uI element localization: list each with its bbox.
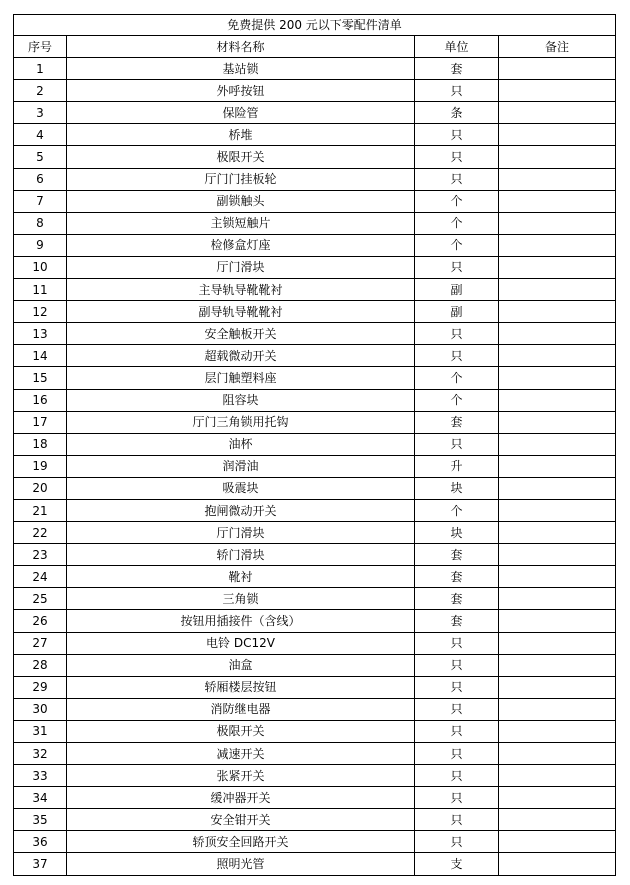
cell-unit: 套 (415, 544, 499, 566)
cell-note (499, 102, 616, 124)
cell-name: 副导轨导靴靴衬 (67, 301, 415, 323)
cell-no: 16 (14, 389, 67, 411)
cell-name: 吸震块 (67, 477, 415, 499)
cell-note (499, 632, 616, 654)
cell-name: 外呼按钮 (67, 80, 415, 102)
table-row (14, 279, 616, 301)
cell-unit: 个 (415, 389, 499, 411)
table-row (14, 787, 616, 809)
cell-note (499, 566, 616, 588)
cell-name: 检修盒灯座 (67, 234, 415, 256)
table-row (14, 743, 616, 765)
cell-no: 24 (14, 566, 67, 588)
cell-unit: 个 (415, 367, 499, 389)
cell-name: 阻容块 (67, 389, 415, 411)
table-row (14, 809, 616, 831)
cell-name: 油盒 (67, 654, 415, 676)
cell-unit: 只 (415, 698, 499, 720)
cell-name: 厅门滑块 (67, 256, 415, 278)
cell-unit: 只 (415, 345, 499, 367)
parts-list-sheet (13, 14, 615, 876)
cell-unit: 套 (415, 566, 499, 588)
cell-name: 副锁触头 (67, 190, 415, 212)
column-header-name: 材料名称 (67, 36, 415, 58)
cell-note (499, 256, 616, 278)
header-row (14, 36, 616, 58)
cell-unit: 只 (415, 124, 499, 146)
cell-unit: 套 (415, 58, 499, 80)
cell-note (499, 455, 616, 477)
cell-name: 减速开关 (67, 743, 415, 765)
cell-unit: 只 (415, 787, 499, 809)
table-row (14, 345, 616, 367)
cell-unit: 只 (415, 720, 499, 742)
cell-note (499, 499, 616, 521)
cell-note (499, 831, 616, 853)
cell-unit: 升 (415, 455, 499, 477)
cell-note (499, 389, 616, 411)
cell-no: 8 (14, 212, 67, 234)
table-row (14, 566, 616, 588)
cell-name: 主导轨导靴靴衬 (67, 279, 415, 301)
cell-name: 三角锁 (67, 588, 415, 610)
cell-note (499, 234, 616, 256)
table-row (14, 544, 616, 566)
table-row (14, 632, 616, 654)
cell-name: 保险管 (67, 102, 415, 124)
table-row (14, 190, 616, 212)
cell-note (499, 345, 616, 367)
cell-unit: 只 (415, 765, 499, 787)
cell-note (499, 743, 616, 765)
cell-name: 照明光管 (67, 853, 415, 875)
cell-note (499, 212, 616, 234)
cell-unit: 只 (415, 632, 499, 654)
cell-no: 29 (14, 676, 67, 698)
cell-name: 桥堆 (67, 124, 415, 146)
cell-note (499, 168, 616, 190)
cell-note (499, 323, 616, 345)
table-row (14, 477, 616, 499)
cell-note (499, 58, 616, 80)
table-row (14, 765, 616, 787)
table-row (14, 455, 616, 477)
cell-note (499, 720, 616, 742)
cell-unit: 块 (415, 477, 499, 499)
cell-no: 4 (14, 124, 67, 146)
table-row (14, 654, 616, 676)
cell-name: 张紧开关 (67, 765, 415, 787)
cell-no: 17 (14, 411, 67, 433)
table-row (14, 720, 616, 742)
cell-name: 超载微动开关 (67, 345, 415, 367)
table-row (14, 433, 616, 455)
cell-no: 21 (14, 499, 67, 521)
cell-no: 18 (14, 433, 67, 455)
cell-name: 按钮用插接件（含线） (67, 610, 415, 632)
cell-name: 极限开关 (67, 720, 415, 742)
cell-no: 25 (14, 588, 67, 610)
cell-note (499, 411, 616, 433)
cell-note (499, 853, 616, 875)
cell-unit: 条 (415, 102, 499, 124)
cell-name: 极限开关 (67, 146, 415, 168)
cell-note (499, 522, 616, 544)
cell-no: 33 (14, 765, 67, 787)
cell-unit: 块 (415, 522, 499, 544)
cell-unit: 个 (415, 190, 499, 212)
cell-unit: 副 (415, 301, 499, 323)
cell-note (499, 588, 616, 610)
column-header-no: 序号 (14, 36, 67, 58)
cell-unit: 只 (415, 676, 499, 698)
cell-no: 14 (14, 345, 67, 367)
cell-unit: 只 (415, 831, 499, 853)
table-row (14, 588, 616, 610)
cell-name: 厅门三角锁用托钩 (67, 411, 415, 433)
cell-note (499, 279, 616, 301)
table-row (14, 367, 616, 389)
cell-unit: 只 (415, 80, 499, 102)
cell-name: 安全触板开关 (67, 323, 415, 345)
cell-unit: 套 (415, 411, 499, 433)
cell-no: 35 (14, 809, 67, 831)
table-row (14, 853, 616, 875)
cell-no: 22 (14, 522, 67, 544)
cell-no: 26 (14, 610, 67, 632)
cell-name: 安全钳开关 (67, 809, 415, 831)
cell-no: 31 (14, 720, 67, 742)
cell-note (499, 610, 616, 632)
cell-name: 轿顶安全回路开关 (67, 831, 415, 853)
cell-unit: 支 (415, 853, 499, 875)
table-row (14, 676, 616, 698)
cell-no: 20 (14, 477, 67, 499)
cell-note (499, 301, 616, 323)
cell-name: 轿门滑块 (67, 544, 415, 566)
table-row (14, 212, 616, 234)
cell-name: 主锁短触片 (67, 212, 415, 234)
cell-no: 11 (14, 279, 67, 301)
cell-name: 润滑油 (67, 455, 415, 477)
cell-note (499, 676, 616, 698)
cell-note (499, 124, 616, 146)
column-header-note: 备注 (499, 36, 616, 58)
cell-no: 10 (14, 256, 67, 278)
cell-unit: 套 (415, 610, 499, 632)
table-row (14, 234, 616, 256)
cell-note (499, 654, 616, 676)
table-row (14, 411, 616, 433)
cell-no: 13 (14, 323, 67, 345)
table-row (14, 389, 616, 411)
cell-note (499, 698, 616, 720)
table-row (14, 80, 616, 102)
table-row (14, 323, 616, 345)
cell-no: 5 (14, 146, 67, 168)
cell-no: 37 (14, 853, 67, 875)
cell-unit: 只 (415, 654, 499, 676)
cell-note (499, 433, 616, 455)
cell-unit: 只 (415, 433, 499, 455)
cell-unit: 只 (415, 809, 499, 831)
cell-note (499, 80, 616, 102)
table-row (14, 168, 616, 190)
cell-no: 23 (14, 544, 67, 566)
cell-no: 32 (14, 743, 67, 765)
cell-note (499, 146, 616, 168)
cell-name: 厅门门挂板轮 (67, 168, 415, 190)
cell-no: 6 (14, 168, 67, 190)
cell-note (499, 477, 616, 499)
cell-note (499, 544, 616, 566)
table-row (14, 831, 616, 853)
cell-no: 27 (14, 632, 67, 654)
table-row (14, 301, 616, 323)
cell-unit: 个 (415, 499, 499, 521)
table-row (14, 256, 616, 278)
cell-unit: 个 (415, 212, 499, 234)
cell-name: 靴衬 (67, 566, 415, 588)
cell-no: 34 (14, 787, 67, 809)
cell-no: 9 (14, 234, 67, 256)
cell-name: 消防继电器 (67, 698, 415, 720)
table-row (14, 58, 616, 80)
cell-unit: 只 (415, 323, 499, 345)
cell-unit: 只 (415, 168, 499, 190)
cell-no: 36 (14, 831, 67, 853)
cell-name: 轿厢楼层按钮 (67, 676, 415, 698)
table-body (14, 58, 616, 875)
table-row (14, 610, 616, 632)
cell-name: 基站锁 (67, 58, 415, 80)
column-header-unit: 单位 (415, 36, 499, 58)
cell-unit: 只 (415, 146, 499, 168)
cell-no: 7 (14, 190, 67, 212)
table-row (14, 102, 616, 124)
cell-no: 1 (14, 58, 67, 80)
cell-name: 油杯 (67, 433, 415, 455)
cell-name: 厅门滑块 (67, 522, 415, 544)
cell-no: 28 (14, 654, 67, 676)
cell-note (499, 787, 616, 809)
cell-name: 电铃 DC12V (67, 632, 415, 654)
cell-note (499, 765, 616, 787)
cell-no: 2 (14, 80, 67, 102)
cell-no: 12 (14, 301, 67, 323)
cell-unit: 只 (415, 743, 499, 765)
parts-table (13, 14, 616, 876)
cell-unit: 只 (415, 256, 499, 278)
cell-no: 19 (14, 455, 67, 477)
cell-unit: 副 (415, 279, 499, 301)
cell-unit: 套 (415, 588, 499, 610)
table-title: 免费提供 200 元以下零配件清单 (14, 15, 616, 36)
table-row (14, 522, 616, 544)
title-row (14, 15, 616, 36)
cell-name: 层门触塑料座 (67, 367, 415, 389)
cell-note (499, 809, 616, 831)
table-row (14, 146, 616, 168)
cell-note (499, 367, 616, 389)
cell-no: 15 (14, 367, 67, 389)
cell-no: 3 (14, 102, 67, 124)
table-row (14, 698, 616, 720)
cell-unit: 个 (415, 234, 499, 256)
cell-name: 抱闸微动开关 (67, 499, 415, 521)
cell-note (499, 190, 616, 212)
cell-no: 30 (14, 698, 67, 720)
table-row (14, 124, 616, 146)
cell-name: 缓冲器开关 (67, 787, 415, 809)
table-row (14, 499, 616, 521)
